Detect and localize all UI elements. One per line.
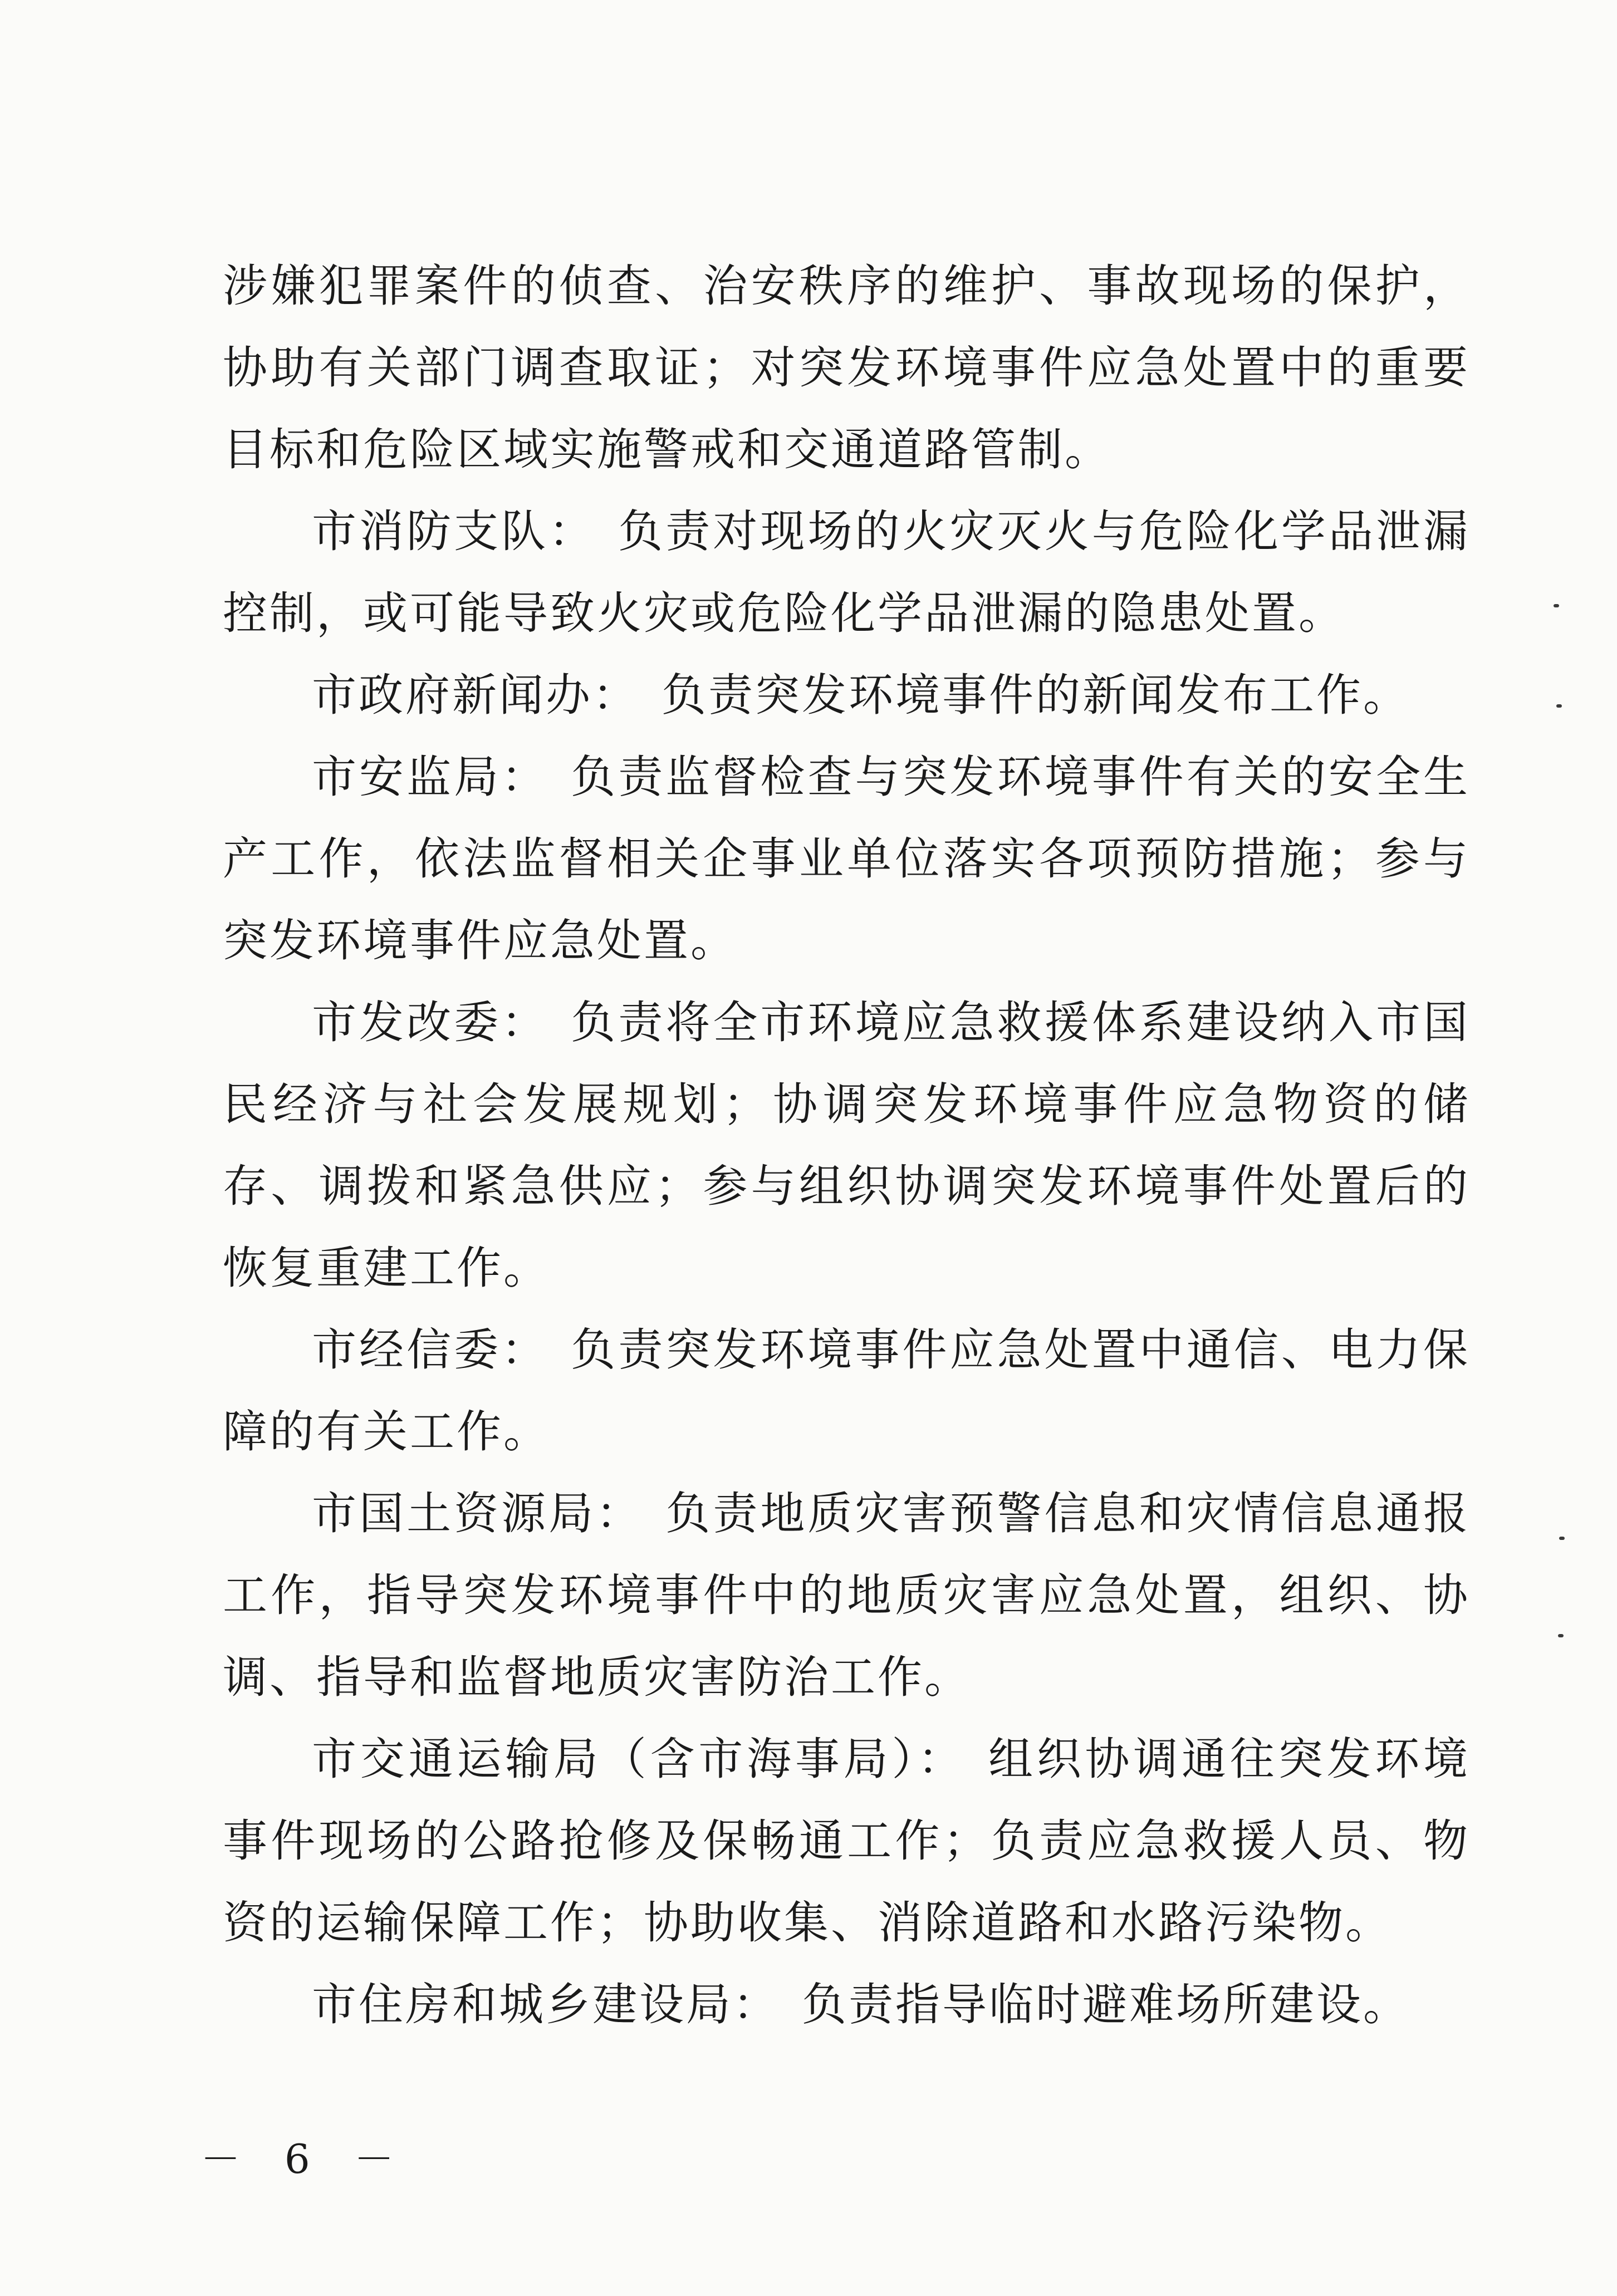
paragraph-text: 组织协调通往突发环境事件现场的公路抢修及保畅通工作；负责应急救援人员、物资的运输保障工作；协助收集、消除道路和水路污染物。 — [223, 1733, 1471, 1949]
paragraph-economy-information — [223, 1309, 1470, 1473]
paragraph-text: 负责突发环境事件应急处置中通信、电力保障的有关工作。 — [223, 1324, 1470, 1458]
document-body — [223, 245, 1470, 2045]
paragraph-role: 市安监局： — [312, 751, 549, 803]
paragraph-text: 负责监督检查与突发环境事件有关的安全生产工作，依法监督相关企事业单位落实各项预防措施；参与突发环境事件应急处置。 — [223, 751, 1470, 967]
paragraph-text: 负责对现场的火灾灭火与危险化学品泄漏控制，或可能导致火灾或危险化学品泄漏的隐患处置。 — [223, 506, 1471, 639]
paragraph-role: 市住房和城乡建设局： — [312, 1979, 780, 2030]
paragraph-role: 市发改委： — [312, 997, 549, 1048]
paragraph-news-office — [223, 654, 1470, 736]
paragraph-text: 负责指导临时避难场所建设。 — [802, 1979, 1410, 2030]
paragraph-role: 市国土资源局： — [312, 1488, 644, 1539]
paragraph-role: 市消防支队： — [312, 506, 596, 557]
scan-speck — [1556, 704, 1562, 708]
scan-speck — [1554, 604, 1559, 607]
paragraph-housing-construction — [223, 1964, 1470, 2045]
paragraph-text: 涉嫌犯罪案件的侦查、治安秩序的维护、事故现场的保护，协助有关部门调查取证；对突发环境事件应急处置中的重要目标和危险区域实施警戒和交通道路管制。 — [223, 260, 1470, 475]
page-number: － 6 － — [200, 2136, 410, 2182]
paragraph-transport — [223, 1718, 1470, 1964]
paragraph-role: 市经信委： — [312, 1324, 549, 1376]
scan-speck — [1559, 1537, 1565, 1540]
paragraph-text: 负责突发环境事件的新闻发布工作。 — [661, 669, 1410, 721]
paragraph-development-reform — [223, 982, 1470, 1309]
scan-speck — [1558, 1634, 1564, 1637]
paragraph-land-resources — [223, 1473, 1470, 1718]
paragraph-text: 负责将全市环境应急救援体系建设纳入市国民经济与社会发展规划；协调突发环境事件应急物资的储存、调拨和紧急供应；参与组织协调突发环境事件处置后的恢复重建工作。 — [223, 997, 1470, 1294]
paragraph-text: 负责地质灾害预警信息和灾情信息通报工作，指导突发环境事件中的地质灾害应急处置，组织、协调、指导和监督地质灾害防治工作。 — [223, 1488, 1471, 1703]
paragraph-safety-bureau — [223, 736, 1470, 982]
paragraph-role: 市政府新闻办： — [312, 669, 639, 721]
paragraph-police-continued — [223, 245, 1470, 490]
paragraph-fire-brigade — [223, 490, 1470, 654]
paragraph-role: 市交通运输局（含市海事局）： — [312, 1733, 966, 1785]
